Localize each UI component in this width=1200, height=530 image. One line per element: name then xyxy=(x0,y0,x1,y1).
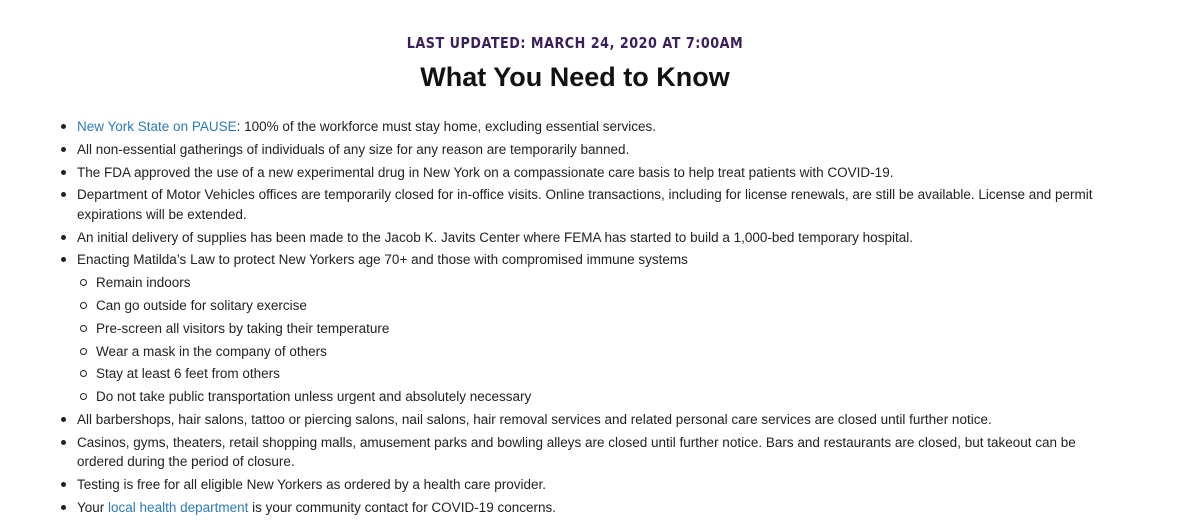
list-item-text: All barbershops, hair salons, tattoo or piercing salons, nail salons, hair removal services and related personal care services are closed until further notice. xyxy=(77,412,992,428)
list-item-text: Casinos, gyms, theaters, retail shopping malls, amusement parks and bowling alleys are closed until further notice. Bars and restaurants are closed, but takeout can be ordered during the period of closure. xyxy=(77,434,1076,470)
sub-list-item: Do not take public transportation unless urgent and absolutely necessary xyxy=(77,387,1108,407)
sub-list-item: Pre-screen all visitors by taking their temperature xyxy=(77,319,1108,339)
sub-list-item: Can go outside for solitary exercise xyxy=(77,296,1108,316)
list-item-text: Your xyxy=(77,499,109,515)
local-health-department-link[interactable]: local health department xyxy=(108,499,249,515)
list-item-text: The FDA approved the use of a new experimental drug in New York on a compassionate care basis to help treat patients with COVID-19. xyxy=(77,164,894,180)
list-item xyxy=(58,163,1108,183)
list-item-text: All non-essential gatherings of individuals of any size for any reason are temporarily banned. xyxy=(77,141,630,157)
list-item-text: : 100% of the workforce must stay home, excluding essential services. xyxy=(236,119,657,134)
last-updated: LAST UPDATED: MARCH 24, 2020 AT 7:00AM xyxy=(406,34,744,52)
list-item-text: An initial delivery of supplies has been made to the Jacob K. Javits Center where FEMA has started to build a 1,000-bed temporary hospital. xyxy=(77,229,913,245)
list-item xyxy=(58,410,1108,430)
list-item xyxy=(58,140,1108,160)
info-list xyxy=(58,117,1108,521)
list-item xyxy=(58,433,1108,472)
sub-list-item: Wear a mask in the company of others xyxy=(77,342,1108,362)
list-item-text: is your community contact for COVID-19 concerns. xyxy=(248,499,556,515)
list-item xyxy=(58,498,1108,518)
list-item-text: Department of Motor Vehicles offices are temporarily closed for in-office visits. Online transactions, including for license renewals, are still be available. License and permit expirations will be extended. xyxy=(77,187,1093,222)
list-item-text: Testing is free for all eligible New Yorkers as ordered by a health care provider. xyxy=(77,477,546,493)
list-item xyxy=(58,250,1108,406)
ny-pause-link[interactable]: New York State on PAUSE xyxy=(77,119,237,134)
list-item xyxy=(58,117,1108,137)
list-item xyxy=(58,185,1108,224)
matildas-law-sublist xyxy=(77,273,1108,406)
list-item xyxy=(58,228,1108,248)
list-item-text: Enacting Matilda’s Law to protect New Yorkers age 70+ and those with compromised immune systems xyxy=(77,252,688,268)
sub-list-item: Stay at least 6 feet from others xyxy=(77,364,1108,384)
list-item xyxy=(58,475,1108,495)
page-title: What You Need to Know xyxy=(420,62,730,92)
sub-list-item: Remain indoors xyxy=(77,273,1108,293)
